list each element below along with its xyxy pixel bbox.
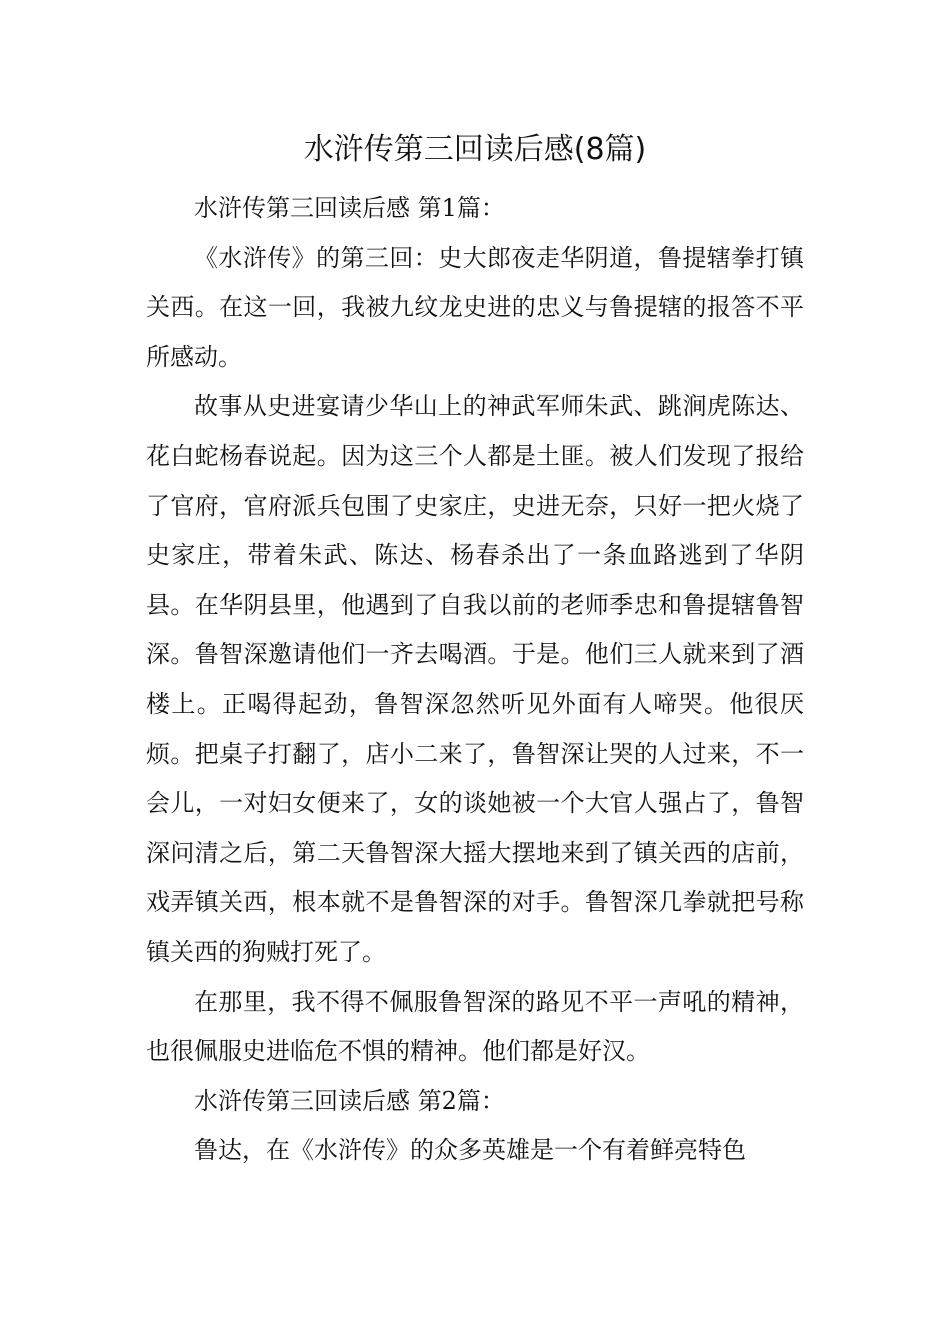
document-title: 水浒传第三回读后感(8篇) bbox=[303, 132, 647, 167]
document-body bbox=[146, 184, 804, 1176]
section-heading: 水浒传第三回读后感 第2篇： bbox=[194, 1086, 505, 1115]
paragraph: 鲁达，在《水浒传》的众多英雄是一个有着鲜亮特色 bbox=[194, 1136, 746, 1165]
paragraph: 在那里，我不得不佩服鲁智深的路见不平一声吼的精神，也很佩服史进临危不惧的精神。他们都是好汉。 bbox=[146, 987, 804, 1066]
section-2 bbox=[146, 1077, 804, 1176]
paragraph: 《水浒传》的第三回：史大郎夜走华阴道，鲁提辖拳打镇关西。在这一回，我被九纹龙史进的忠义与鲁提辖的报答不平所感动。 bbox=[146, 243, 804, 371]
section-heading: 水浒传第三回读后感 第1篇： bbox=[194, 194, 505, 222]
paragraph: 故事从史进宴请少华山上的神武军师朱武、跳涧虎陈达、花白蛇杨春说起。因为这三个人都是土匪。被人们发现了报给了官府，官府派兵包围了史家庄，史进无奈，只好一把火烧了史家庄，带着朱武、陈达、杨春杀出了一条血路逃到了华阴县。在华阴县里，他遇到了自我以前的老师季忠和鲁提辖鲁智深。鲁智深邀请他们一齐去喝酒。于是。他们三人就来到了酒楼上。正喝得起劲，鲁智深忽然听见外面有人啼哭。他很厌烦。把桌子打翻了，店小二来了，鲁智深让哭的人过来，不一会儿，一对妇女便来了，女的谈她被一个大官人强占了，鲁智深问清之后，第二天鲁智深大摇大摆地来到了镇关西的店前，戏弄镇关西，根本就不是鲁智深的对手。鲁智深几拳就把号称镇关西的狗贼打死了。 bbox=[146, 392, 804, 966]
section-1 bbox=[146, 184, 804, 1077]
